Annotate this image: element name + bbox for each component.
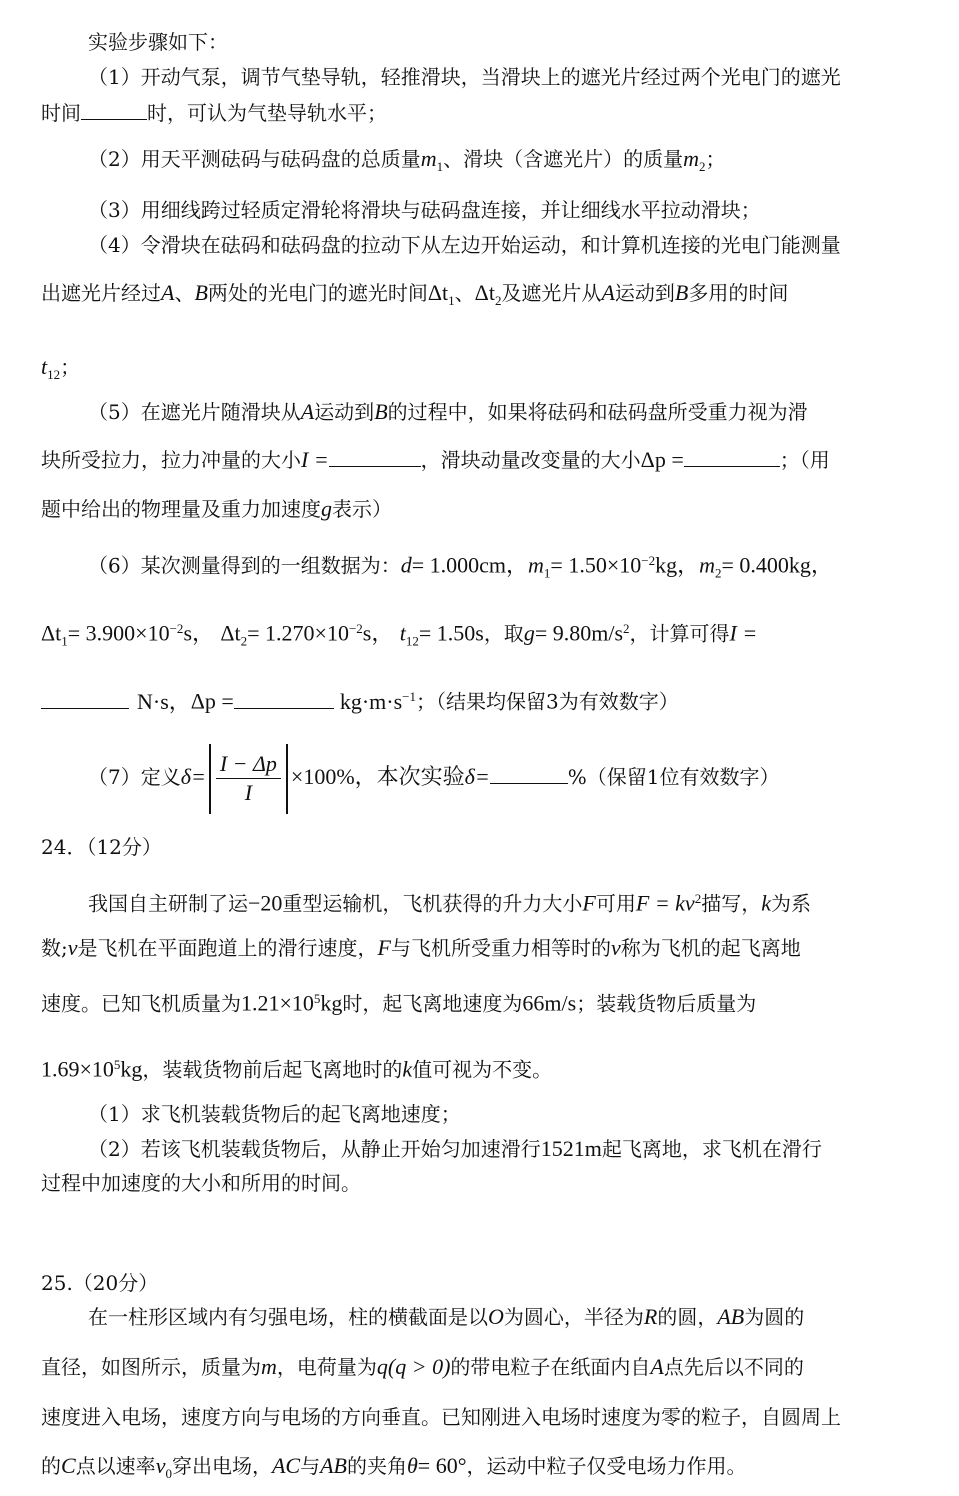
text-span: 为系 [770,891,811,916]
text-span: 运动到 [314,400,375,424]
unit: kg， [655,552,700,578]
text-span: 两处的光电门的遮光时间 [207,281,428,305]
text-span: 直径，如图所示，质量为 [41,1355,261,1379]
symbol-m1: m [420,146,437,171]
subscript: 12 [405,633,419,649]
exponent: 5 [113,1057,121,1072]
symbol-I: I = [729,620,758,646]
symbol-k: k [402,1056,413,1082]
text-span: 多用的时间 [688,281,789,305]
text-span: 与飞机所受重力相等时的 [390,936,611,960]
subscript: 2 [240,633,248,649]
text-span: 1.69×10 [41,1056,114,1082]
text-span: 66m/s [522,990,577,1016]
text-span: ；（用 [779,448,830,472]
step-5-line-2 [41,444,830,475]
text-span: ，电荷量为 [276,1355,377,1379]
q24-sub-1: （1）求飞机装载货物后的起飞离地速度； [88,1102,461,1126]
unit: kg·m·s [339,688,403,714]
text-span: −20 [248,890,283,916]
symbol-g: g [321,496,332,521]
exponent: −2 [169,621,184,636]
text-span: （7）定义 [88,765,181,789]
step-4-line-1: （4）令滑块在砝码和砝码盘的拉动下从左边开始运动，和计算机连接的光电门能测量 [88,233,841,257]
subscript: 12 [47,367,61,382]
text-span: 数; [41,936,68,960]
abs-bar-left [209,744,211,814]
text-span: 运动到 [614,281,675,305]
steps-intro: 实验步骤如下： [88,30,228,54]
q25-line-1 [88,1302,804,1332]
symbol-I: I = [301,447,329,472]
answer-blank-momentum[interactable] [684,444,780,467]
text-span: 速度。已知飞机质量为 [41,991,241,1016]
step-3: （3）用细线跨过轻质定滑轮将滑块与砝码盘连接，并让细线水平拉动滑块； [88,198,761,222]
step-5-line-3 [41,494,392,524]
step-2 [88,144,726,182]
text-span: 出遮光片经过 [41,281,161,305]
text-span: （2）用天平测砝码与砝码盘的总质量 [88,147,421,171]
text-span: 、滑块（含遮光片）的质量 [443,147,684,171]
value-dt2: = 1.270×10 [247,620,349,646]
symbol-A: A [601,280,615,305]
text-span: 我国自主研制了运 [88,891,248,916]
question-25-header: 25.（20分） [41,1271,159,1295]
symbol-v: v [610,935,621,960]
symbol-delta-t: Δt [427,280,449,305]
step-6-line-1 [88,546,833,589]
text-span: ，取 [483,621,524,646]
subscript: 2 [494,293,502,308]
text-span: %（保留1位有效数字） [567,765,780,789]
subscript: 1 [61,633,68,649]
symbol-C: C [61,1453,76,1478]
text-span: ；装载货物后质量为 [576,991,757,1016]
fraction-numerator: I − Δp [216,750,281,779]
q25-line-3: 速度进入电场，速度方向与电场的方向垂直。已知刚进入电场时速度为零的粒子，自圆周上 [41,1405,841,1429]
text-span: 是飞机在平面跑道上的滑行速度， [77,936,378,960]
step-4-line-3 [41,352,80,390]
text-span: 、 [454,281,475,305]
exponent: 2 [694,891,702,906]
symbol-theta: θ [406,1453,418,1478]
text-span: 、 [174,281,195,305]
exponent: −1 [402,689,417,704]
value-theta: = 60° [417,1453,467,1478]
symbol-m2: m [699,552,715,578]
text-span: 点以速率 [75,1454,156,1478]
text-span: （5）在遮光片随滑块从 [88,400,301,424]
unit: s， [362,620,394,646]
text-span: 为圆的 [744,1305,805,1329]
symbol-g: g [523,620,535,646]
fraction-denominator: I [244,780,253,805]
value-t12: = 1.50s [418,620,484,646]
text-span: kg [320,990,343,1016]
value-m2: = 0.400kg， [721,552,833,578]
unit: s， [183,620,214,646]
text-span: 1.21×10 [241,990,314,1016]
symbol-A: A [300,399,315,424]
symbol-delta-t: Δt [41,620,62,646]
symbol-v: v [67,935,78,960]
q24-line-4 [41,1050,552,1085]
text-span: 的圆， [657,1305,718,1329]
step-1-line-2 [41,97,387,128]
text-span: 的带电粒子在纸面内自 [450,1355,651,1379]
exponent: 5 [313,991,321,1006]
text-span: 的 [41,1454,61,1478]
text-span: 表示） [332,497,392,521]
answer-blank-1[interactable] [81,97,147,120]
fraction [216,750,281,807]
text-span: 与 [300,1454,321,1478]
text-span: ×100%，本次实验 [290,764,465,789]
text-span: 时间 [41,101,81,125]
value-d: = 1.000cm， [411,552,529,578]
subscript: 2 [699,159,706,174]
symbol-delta-p: Δp = [190,688,234,714]
unit: N·s， [137,688,191,714]
value-dt1: = 3.900×10 [67,620,170,646]
text-span: 描写， [701,891,762,916]
subscript: 0 [165,1466,172,1481]
condition-q: (q > 0) [387,1354,451,1379]
formula-F: F = kv [635,890,695,916]
text-span: 可用 [595,891,636,916]
subscript: 1 [448,293,455,308]
symbol-AC: AC [271,1453,301,1478]
abs-bar-right [286,744,288,814]
symbol-m2: m [683,146,700,171]
answer-blank-impulse[interactable] [329,444,421,467]
answer-blank-delta[interactable] [490,761,568,784]
text-span: 及遮光片从 [501,281,602,305]
symbol-A: A [161,280,175,305]
text-span: 块所受拉力，拉力冲量的大小 [41,448,301,472]
symbol-F: F [582,890,596,916]
text-span: 重型运输机，飞机获得的升力大小 [282,891,583,916]
symbol-d: d [400,552,412,578]
symbol-delta-p: Δp = [640,447,684,472]
text-span: ，滑块动量改变量的大小 [420,448,641,472]
text-span: ，装载货物前后起飞离地时的 [142,1057,403,1082]
step-5-line-1 [88,397,808,427]
text-span: （2）若该飞机装载货物后，从静止开始匀加速滑行 [88,1137,541,1161]
text-span: （6）某次测量得到的一组数据为： [88,553,401,578]
text-span: 称为飞机的起飞离地 [620,936,801,960]
symbol-k: k [761,890,771,916]
text-span: 穿出电场， [171,1454,272,1478]
q25-line-4 [41,1451,747,1489]
symbol-B: B [674,280,689,305]
question-24-header: 24．（12分） [41,835,162,859]
symbol-A: A [650,1354,664,1379]
symbol-AB: AB [320,1453,347,1478]
step-6-line-2 [41,614,757,657]
symbol-O: O [488,1304,504,1329]
symbol-delta-t: Δt [220,620,241,646]
step-6-line-3 [41,682,679,717]
symbol-m1: m [528,552,544,578]
q24-sub-2-cont: 过程中加速度的大小和所用的时间。 [41,1171,361,1195]
q24-line-3 [41,984,756,1019]
exponent: −2 [641,553,656,568]
subscript: 1 [543,565,551,581]
text-span: ，运动中粒子仅受电场力作用。 [466,1454,747,1478]
text-span: 点先后以不同的 [663,1355,804,1379]
q24-line-2 [41,933,801,963]
text-span: kg [120,1056,143,1082]
step-4-line-2 [41,278,788,316]
subscript: 1 [436,159,444,174]
text-span: 的夹角 [346,1454,407,1478]
symbol-delta: δ= [180,764,206,789]
symbol-B: B [194,280,208,305]
exponent: 2 [623,621,630,636]
symbol-v0: v [155,1453,166,1478]
text-span: ，计算可得 [629,621,730,646]
text-span: 在一柱形区域内有匀强电场，柱的横截面是以 [88,1305,488,1329]
answer-blank-I-value[interactable] [41,686,129,709]
text-span: 题中给出的物理量及重力加速度 [41,497,321,521]
text-span: 起飞离地，求飞机在滑行 [601,1137,822,1161]
symbol-B: B [374,399,388,424]
symbol-delta-t: Δt [474,280,495,305]
text-span: 为圆心，半径为 [503,1305,644,1329]
text-span: 值可视为不变。 [412,1057,553,1082]
value-g: = 9.80m/s [534,620,624,646]
q25-line-2 [41,1352,804,1382]
text-span: ； [60,355,81,379]
text-span: 时，起飞离地速度为 [342,991,523,1016]
subscript: 2 [715,565,722,581]
symbol-R: R [643,1304,658,1329]
symbol-q: q [376,1354,388,1379]
step-7 [88,742,779,814]
text-span: 1521m [540,1136,602,1161]
text-span: 时，可认为气垫导轨水平； [147,101,387,125]
q24-line-1 [88,884,811,919]
symbol-F: F [377,935,391,960]
step-1-line-1: （1）开动气泵，调节气垫导轨，轻推滑块，当滑块上的遮光片经过两个光电门的遮光 [88,65,841,89]
symbol-t: t [41,354,48,379]
answer-blank-dp-value[interactable] [234,686,334,709]
q24-sub-2 [88,1134,822,1164]
symbol-AB: AB [717,1304,745,1329]
text-span: ； [705,147,726,171]
symbol-delta: δ= [464,764,490,789]
text-span: ；（结果均保留3为有效数字） [416,689,679,714]
text-span: 的过程中，如果将砝码和砝码盘所受重力视为滑 [387,400,808,424]
value-m1: = 1.50×10 [550,552,642,578]
exponent: −2 [348,621,363,636]
symbol-m: m [261,1354,277,1379]
symbol-t: t [399,620,406,646]
